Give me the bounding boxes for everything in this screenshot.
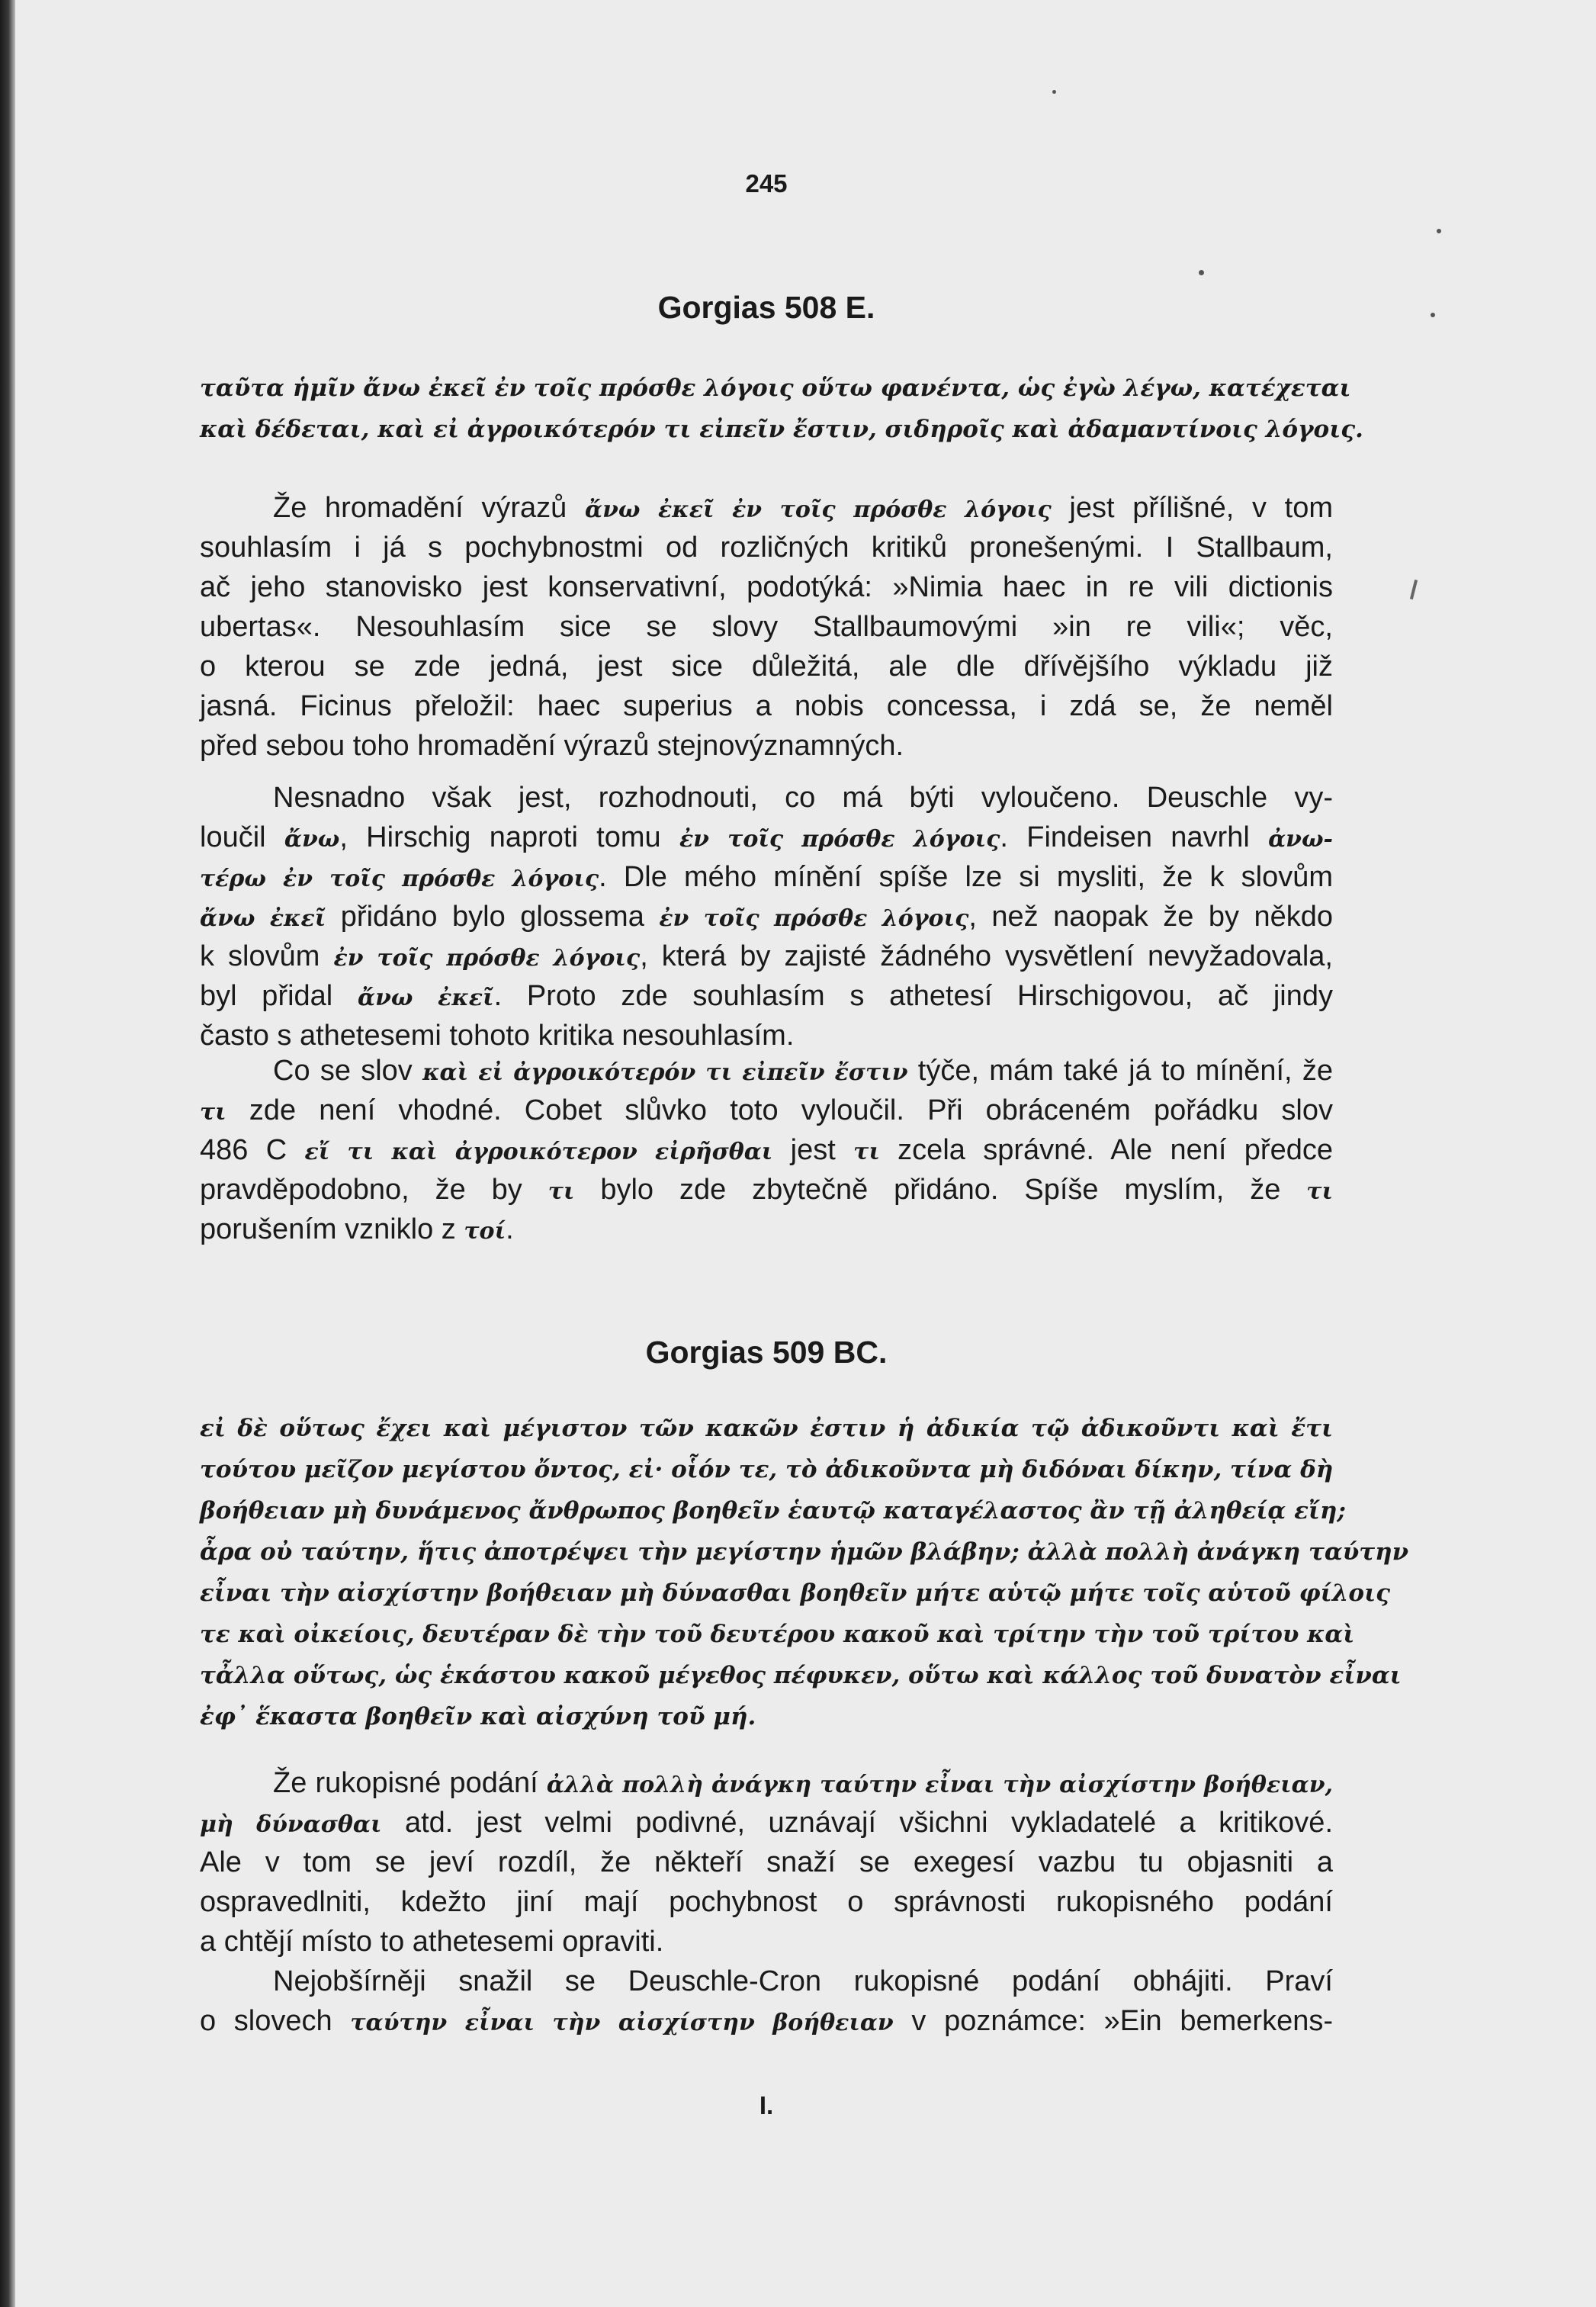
text-line: před sebou toho hromadění výrazů stejnovýznamných. [200, 730, 904, 762]
signature-mark: I. [759, 2091, 774, 2119]
greek-quote [200, 1408, 1409, 1737]
text-line: k slovům ἐν τοῖς πρόσθε λόγοις, která by zajisté žádného vysvětlení nevyžadovala, [200, 940, 1333, 972]
text-line: o kterou se zde jedná, jest sice důležitá, ale dle dřívějšího výkladu již [200, 651, 1333, 683]
text-line: Že rukopisné podání ἀλλὰ πολλὴ ἀνάγκη ταύτην εἶναι τὴν αἰσχίστην βοήθειαν, [273, 1767, 1333, 1799]
margin-pencil-mark [1410, 580, 1418, 599]
text-line: jasná. Ficinus přeložil: haec superius a nobis concessa, i zdá se, že neměl [200, 690, 1333, 722]
text-line: ubertas«. Nesouhlasím sice se slovy Stallbaumovými »in re vili«; věc, [200, 611, 1333, 643]
text-line: porušením vzniklo z τοί. [200, 1213, 514, 1245]
text-line: často s athetesemi tohoto kritika nesouhlasím. [200, 1020, 795, 1052]
text-line: ospravedlniti, kdežto jiní mají pochybnost o správnosti rukopisného podání [200, 1886, 1333, 1918]
paragraph [200, 488, 1333, 766]
page-number: 245 [745, 169, 788, 198]
text-line: ἄνω ἐκεῖ přidáno bylo glossema ἐν τοῖς πρόσθε λόγοις, než naopak že by někdo [200, 901, 1334, 933]
text-line: Nesnadno však jest, rozhodnouti, co má býti vyloučeno. Deuschle vy- [273, 782, 1333, 814]
text-line: byl přidal ἄνω ἐκεῖ. Proto zde souhlasím s athetesí Hirschigovou, ač jindy [200, 980, 1334, 1012]
scan-speck [1437, 229, 1441, 233]
paragraph [200, 1763, 1333, 1962]
book-page [200, 0, 1409, 2307]
greek-quote [200, 368, 1363, 450]
section-heading: Gorgias 508 E. [657, 290, 875, 325]
text-line: μὴ δύνασθαι atd. jest velmi podivné, uznávají všichni vykladatelé a kritikové. [200, 1807, 1333, 1839]
section-heading: Gorgias 509 BC. [645, 1335, 888, 1370]
scan-binding-edge [0, 0, 15, 2307]
text-line: τέρω ἐν τοῖς πρόσθε λόγοις. Dle mého mínění spíše lze si mysliti, že k slovům [200, 861, 1333, 893]
text-line: o slovech ταύτην εἶναι τὴν αἰσχίστην βοήθειαν v poznámce: »Ein bemerkens- [200, 2005, 1333, 2037]
text-line: Že hromadění výrazů ἄνω ἐκεῖ ἐν τοῖς πρόσθε λόγοις jest přílišné, v tom [273, 492, 1333, 524]
text-line: 486 C εἴ τι καὶ ἀγροικότερον εἰρῆσθαι jest τι zcela správné. Ale není předce [200, 1134, 1333, 1166]
text-line: souhlasím i já s pochybnostmi od rozličných kritiků pronešenými. I Stallbaum, [200, 532, 1333, 564]
greek-quote-line: βοήθειαν μὴ δυνάμενος ἄνθρωπος βοηθεῖν ἑαυτῷ καταγέλαστος ἂν τῇ ἀληθείᾳ εἴη; [200, 1497, 1346, 1525]
greek-quote-line: ταῦτα ἡμῖν ἄνω ἐκεῖ ἐν τοῖς πρόσθε λόγοις οὕτω φανέντα, ὡς ἐγὼ λέγω, κατέχεται [200, 374, 1351, 402]
paragraph [200, 1051, 1333, 1249]
text-line: a chtějí místo to athetesemi opraviti. [200, 1926, 664, 1958]
greek-quote-line: εἶναι τὴν αἰσχίστην βοήθειαν μὴ δύνασθαι βοηθεῖν μήτε αὑτῷ μήτε τοῖς αὑτοῦ φίλοις [200, 1579, 1390, 1607]
text-line: pravděpodobno, že by τι bylo zde zbytečně přidáno. Spíše myslím, že τι [200, 1174, 1333, 1206]
text-line: Nejobšírněji snažil se Deuschle-Cron rukopisné podání obhájiti. Praví [273, 1965, 1333, 1997]
greek-quote-line: ἆρα οὐ ταύτην, ἥτις ἀποτρέψει τὴν μεγίστην ἡμῶν βλάβην; ἀλλὰ πολλὴ ἀνάγκη ταύτην [200, 1538, 1409, 1566]
greek-quote-line: τε καὶ οἰκείοις, δευτέραν δὲ τὴν τοῦ δευτέρου κακοῦ καὶ τρίτην τὴν τοῦ τρίτου καὶ [200, 1621, 1355, 1648]
text-line: loučil ἄνω, Hirschig naproti tomu ἐν τοῖς πρόσθε λόγοις. Findeisen navrhl ἀνω- [200, 821, 1333, 853]
paragraph [200, 778, 1333, 1056]
greek-quote-line: τούτου μεῖζον μεγίστου ὄντος, εἰ· οἷόν τε, τὸ ἀδικοῦντα μὴ διδόναι δίκην, τίνα δὴ [200, 1456, 1334, 1483]
paragraph [200, 1962, 1333, 2041]
text-line: τι zde není vhodné. Cobet slůvko toto vyloučil. Při obráceném pořádku slov [200, 1094, 1333, 1126]
scan-speck [1431, 313, 1435, 317]
greek-quote-line: ἐφ᾽ ἕκαστα βοηθεῖν καὶ αἰσχύνη τοῦ μή. [200, 1703, 756, 1730]
text-line: ač jeho stanovisko jest konservativní, podotýká: »Nimia haec in re vili dictionis [200, 571, 1333, 603]
greek-quote-line: εἰ δὲ οὕτως ἔχει καὶ μέγιστον τῶν κακῶν ἐστιν ἡ ἀδικία τῷ ἀδικοῦντι καὶ ἔτι [200, 1415, 1333, 1442]
text-line: Ale v tom se jeví rozdíl, že někteří snaží se exegesí vazbu tu objasniti a [200, 1846, 1333, 1878]
greek-quote-line: τἆλλα οὕτως, ὡς ἑκάστου κακοῦ μέγεθος πέφυκεν, οὕτω καὶ κάλλος τοῦ δυνατὸν εἶναι [200, 1662, 1402, 1689]
greek-quote-line: καὶ δέδεται, καὶ εἰ ἀγροικότερόν τι εἰπεῖν ἔστιν, σιδηροῖς καὶ ἀδαμαντίνοις λόγοις. [200, 416, 1363, 443]
text-line: Co se slov καὶ εἰ ἀγροικότερόν τι εἰπεῖν ἔστιν týče, mám také já to mínění, že [273, 1055, 1333, 1087]
